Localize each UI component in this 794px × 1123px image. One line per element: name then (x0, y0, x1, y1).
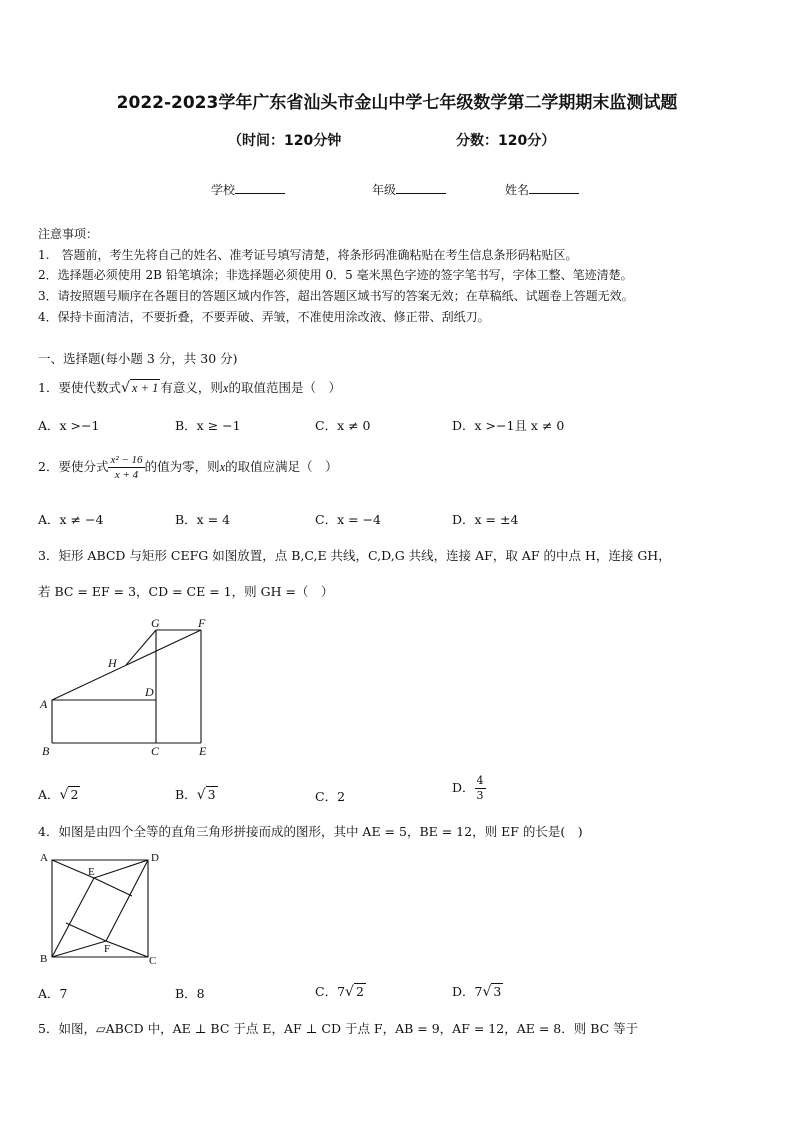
q3-option-d[interactable]: D． $\frac{4}{3}$ (452, 774, 484, 802)
q1-option-a[interactable]: A．x >−1 (38, 418, 100, 433)
segment-bf (52, 941, 106, 957)
label-g: G (151, 616, 160, 630)
question-4: 4．如图是由四个全等的直角三角形拼接而成的图形，其中 AE = 5，BE = 12，则 EF 的长是( ) (38, 824, 583, 839)
q3-option-b[interactable]: B．√ 3 (175, 787, 216, 803)
exam-score: 分数：120分） (456, 133, 556, 149)
q3-option-c[interactable]: C．2 (315, 789, 346, 804)
inner-side-1 (94, 878, 132, 896)
note-item: 4．保持卡面清洁，不要折叠，不要弄破、弄皱，不准使用涂改液、修正带、刮纸刀。 (38, 310, 490, 324)
label-f: F (198, 616, 206, 630)
q3-option-a[interactable]: A．√ 2 (38, 787, 79, 803)
school-field[interactable]: 学校 (211, 181, 285, 198)
q2-option-d[interactable]: D．x = ±4 (452, 512, 519, 527)
note-item: 2．选择题必须使用 2B 铅笔填涂；非选择题必须使用 0．5 毫米黑色字迹的签字笔书写，字体工整、笔迹清楚。 (38, 268, 633, 282)
label-e: E (199, 744, 207, 758)
label-a: A (40, 697, 48, 711)
note-item: 1. 答题前，考生先将自己的姓名、准考证号填写清楚，将条形码准确粘贴在考生信息条形码粘贴区。 (38, 248, 578, 262)
q4-option-d[interactable]: D．7√ 3 (452, 984, 502, 1000)
grade-field[interactable]: 年级 (372, 181, 446, 198)
segment-fc (106, 941, 148, 957)
label-h: H (108, 656, 117, 670)
question-2: 2．要使分式 $\frac{\text{x² − 16}}{x + 4}$ 的值为零，则x的取值应满足（ ） (38, 454, 338, 481)
exam-title: 2022-2023学年广东省汕头市金山中学七年级数学第二学期期末监测试题 (116, 93, 678, 113)
question-3-line-1: 3．矩形 ABCD 与矩形 CEFG 如图放置，点 B,C,E 共线，C,D,G 共线，连接 AF，取 AF 的中点 H，连接 GH， (38, 548, 671, 563)
label-d: D (145, 685, 154, 699)
q4-figure (36, 848, 166, 970)
label-e: E (88, 866, 95, 878)
question-5: 5．如图，▱ABCD 中，AE ⊥ BC 于点 E，AF ⊥ CD 于点 F，AB = 9，AF = 12，AE = 8．则 BC 等于 (38, 1021, 639, 1036)
label-b: B (40, 953, 48, 965)
q1-option-b[interactable]: B．x ≥ −1 (175, 418, 241, 433)
segment-gh (126, 630, 156, 665)
label-b: B (42, 744, 50, 758)
notes-heading: 注意事项： (38, 227, 99, 241)
segment-be (52, 878, 94, 957)
inner-side-2 (66, 923, 106, 941)
q2-option-a[interactable]: A．x ≠ −4 (38, 512, 104, 527)
question-1: 1．要使代数式√ x + 1 有意义，则x的取值范围是（ ） (38, 380, 341, 396)
label-f: F (104, 943, 111, 955)
question-3-line-2: 若 BC = EF = 3，CD = CE = 1，则 GH =（ ） (38, 584, 334, 599)
q1-option-d[interactable]: D．x >−1且 x ≠ 0 (452, 418, 565, 433)
q1-option-c[interactable]: C．x ≠ 0 (315, 418, 371, 433)
label-c: C (151, 744, 160, 758)
q4-option-b[interactable]: B．8 (175, 986, 205, 1001)
note-item: 3．请按照题号顺序在各题目的答题区域内作答，超出答题区域书写的答案无效；在草稿纸、试题卷上答题无效。 (38, 289, 634, 303)
q2-option-b[interactable]: B．x = 4 (175, 512, 231, 527)
q4-option-a[interactable]: A．7 (38, 986, 68, 1001)
label-a: A (40, 852, 48, 864)
name-field[interactable]: 姓名 (505, 181, 579, 198)
q4-option-c[interactable]: C．7√ 2 (315, 984, 364, 1000)
exam-time: （时间：120分钟 (228, 133, 342, 149)
label-c: C (149, 955, 157, 967)
q3-figure (36, 612, 226, 762)
q2-option-c[interactable]: C．x = −4 (315, 512, 381, 527)
section-heading: 一、选择题(每小题 3 分，共 30 分) (38, 351, 238, 366)
label-d: D (151, 852, 159, 864)
